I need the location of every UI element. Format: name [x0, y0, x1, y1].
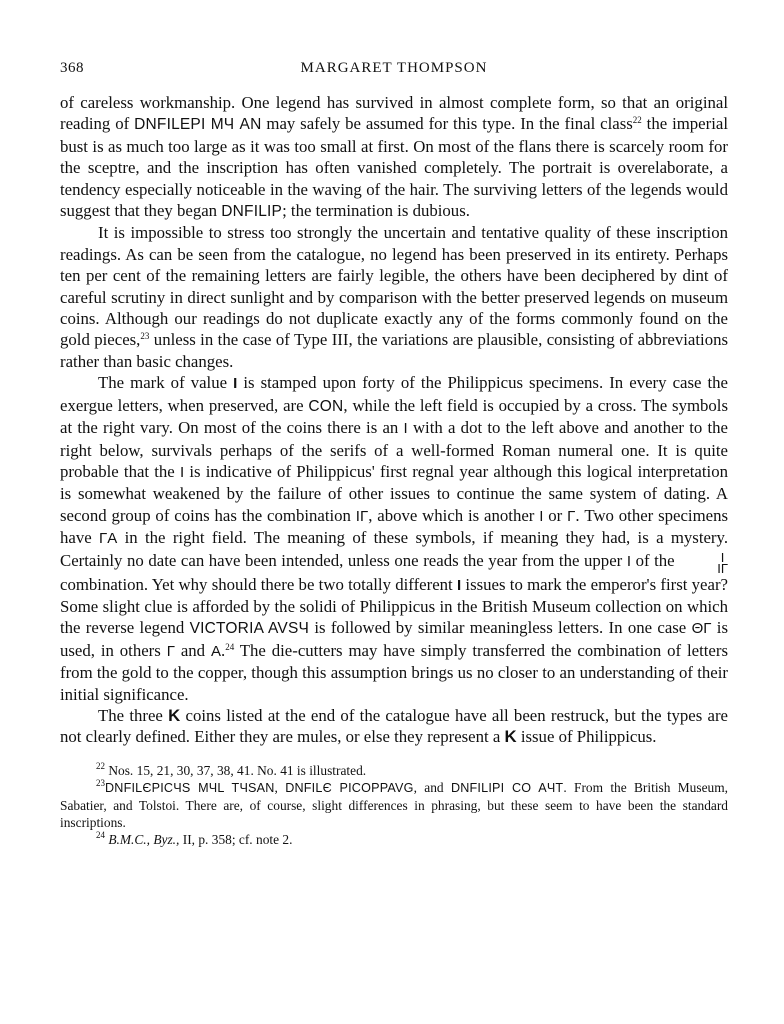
- text: may safely be assumed for this type. In the final class: [261, 114, 633, 134]
- page-header: [60, 58, 728, 82]
- text: It is impossible to stress too strongly the uncertain and tentative quality of these inscription readings. As can be seen from the catalogue, no legend has been preserved in its entirety. Perhaps ten per cent of the remaining letters are fairly legible, the others have been deciphered by dint of careful scrutiny in direct sunlight and by comparison with the better preserved legends on museum coins. Although our readings do not duplicate exactly any of the forms commonly found on the gold pieces,: [60, 223, 728, 350]
- text: of careless workmanship. One legend has survived in almost complete form, so that an original reading of: [60, 93, 728, 134]
- text: the imperial bust is as much too large as it was too small at first. On most of the flans there is scarcely room for the sceptre, and the inscription has often vanished completely. The portrait is overelaborate, a tendency especially noticeable in the waving of the hair. The surviving letters of the legends would suggest that they began: [60, 114, 728, 221]
- text: .: [220, 640, 226, 660]
- text: combination. Yet why should there be two totally different: [60, 574, 457, 594]
- symbol: ΘΓ: [691, 620, 712, 638]
- footnote-22: [60, 762, 728, 779]
- page: [60, 58, 728, 848]
- legend-inscription: VICTORIA AVSЧ: [189, 620, 310, 638]
- footnotes: [60, 762, 728, 848]
- text: unless in the case of Type III, the variations are plausible, consisting of abbreviations rather than basic changes.: [60, 330, 729, 371]
- text: , and: [413, 779, 451, 795]
- symbol: A: [210, 642, 221, 660]
- symbol: ΓA: [99, 530, 118, 548]
- legend-inscription: DNFILЄ PICOPPAVG: [285, 780, 414, 795]
- paragraph-3: [60, 372, 728, 705]
- stacked-symbol: [679, 549, 728, 576]
- text: is used, in others: [60, 618, 728, 660]
- footnote-number: 23: [96, 777, 105, 788]
- legend-inscription: DNFILЄPICЧS MЧL TЧSAN: [105, 780, 275, 795]
- text: The three: [98, 705, 169, 725]
- footnote-24: [60, 831, 728, 848]
- legend-inscription: DNFILIP: [221, 203, 283, 221]
- paragraph-1: [60, 92, 728, 222]
- footnote-text: . From the British Museum, Sabatier, and Tolstoi. There are, of course, slight differences in phrasing, but these seem to have been the standard inscriptions.: [60, 779, 728, 830]
- text: , while the left field is occupied by a cross. The symbols at the right vary. On most of the coins there is an: [60, 395, 728, 438]
- symbol: Γ: [166, 642, 175, 660]
- text: is stamped upon forty of the Philippicus specimens. In every case the exergue letters, when preserved, are: [60, 373, 729, 415]
- text: is followed by similar meaningless letters. In one case: [309, 618, 692, 638]
- legend-inscription: DNFILEPI MЧ AN: [134, 116, 262, 134]
- running-head: MARGARET THOMPSON: [300, 60, 488, 76]
- text: . Two other specimens have: [60, 505, 729, 548]
- text: ,: [274, 779, 286, 795]
- text: The die-cutters may have simply transferred the combination of letters from the gold to the copper, though this assumption brings us no closer to an understanding of their initial significance.: [60, 640, 728, 704]
- stack-bottom: IΓ: [717, 560, 728, 576]
- value-mark: I: [233, 375, 238, 393]
- footnote-text: II, p. 358; cf. note 2.: [179, 831, 293, 847]
- text: coins listed at the end of the catalogue have all been restruck, but the types are not clearly defined. Either they are mules, or else they represent a: [60, 705, 728, 747]
- symbol: IΓ: [355, 507, 369, 525]
- text: issue of Philippicus.: [516, 727, 657, 747]
- paragraph-2: [60, 222, 728, 372]
- page-number: 368: [60, 60, 84, 76]
- exergue-letters: CON: [308, 397, 344, 415]
- value-mark: I: [456, 576, 462, 594]
- text: ; the termination is dubious.: [282, 201, 470, 221]
- body-text: [60, 92, 728, 748]
- text: is indicative of Philippicus' first regnal year although this logical interpretation is somewhat weakened by the failure of other issues to continue the same system of dating. A second group of coins has the combination: [60, 461, 728, 525]
- footnote-ref-23[interactable]: 23: [140, 331, 150, 342]
- footnote-number: 22: [96, 760, 105, 771]
- text: of the: [630, 550, 680, 570]
- footnote-23: [60, 779, 728, 831]
- symbol: I: [626, 552, 631, 570]
- text: with a dot to the left above and another to the right below, survivals perhaps of the serifs of a well-formed Roman numeral one. It is quite probable that the: [60, 418, 728, 481]
- text: The mark of value: [98, 373, 234, 393]
- text: and: [174, 640, 211, 660]
- k-mark: K: [168, 705, 181, 725]
- legend-inscription: DNFILIPI CO AЧT: [450, 780, 564, 795]
- text: issues to mark the emperor's first year? Some slight clue is afforded by the solidi of Philippicus in the British Museum collection on which the reverse legend: [60, 574, 728, 638]
- paragraph-4: [60, 705, 728, 748]
- k-mark: K: [504, 727, 517, 747]
- footnote-ref-22[interactable]: 22: [632, 115, 642, 126]
- symbol: Γ: [567, 507, 576, 525]
- text: , above which is another: [368, 505, 540, 525]
- footnote-number: 24: [96, 829, 105, 840]
- text: or: [543, 505, 568, 525]
- footnote-ref-24[interactable]: 24: [225, 641, 235, 652]
- symbol: I: [403, 420, 408, 438]
- stack-top: I: [720, 549, 725, 565]
- text: in the right field. The meaning of these symbols, if meaning they had, is a mystery. Certainly no date can have been intended, unless one reads the year from the upper: [60, 528, 729, 570]
- footnote-text: Nos. 15, 21, 30, 37, 38, 41. No. 41 is illustrated.: [105, 762, 367, 778]
- symbol: I: [179, 463, 185, 481]
- citation-title: B.M.C., Byz.,: [105, 831, 180, 847]
- symbol: I: [539, 507, 544, 525]
